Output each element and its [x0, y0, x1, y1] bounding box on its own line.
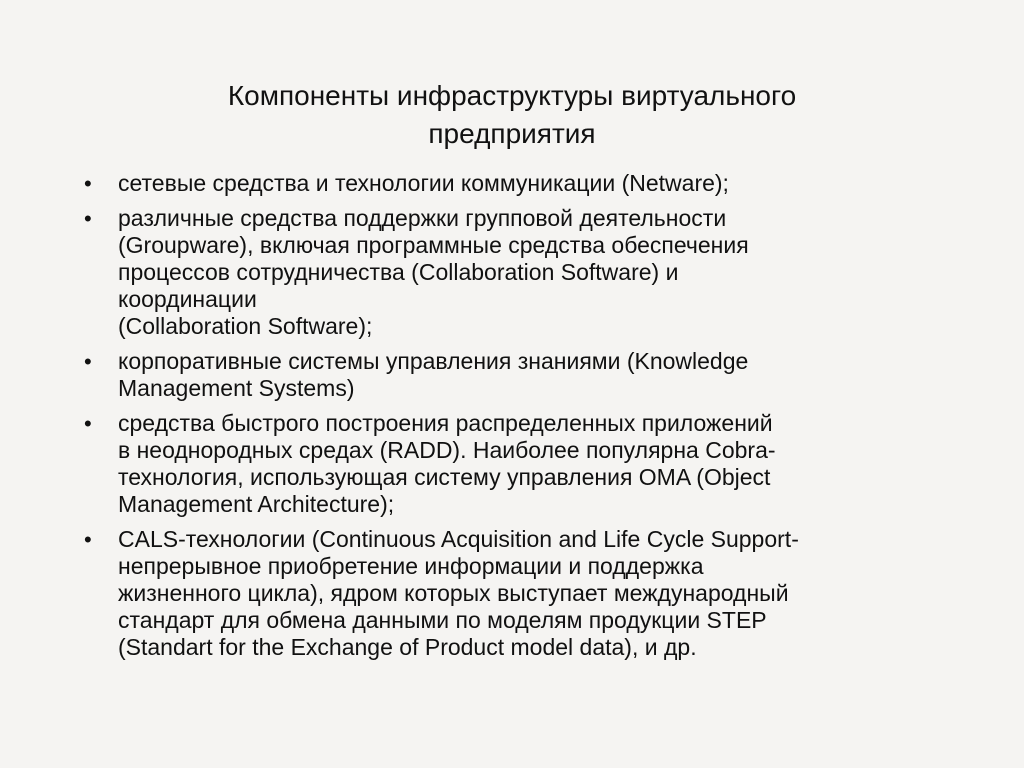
bullet-text-line: средства быстрого построения распределенных приложений	[118, 410, 773, 436]
bullet-text-line: корпоративные системы управления знаниями (Knowledge	[118, 348, 749, 374]
bullet-text-line: технология, использующая систему управления OMA (Object	[118, 464, 771, 490]
bullet-item-netware	[78, 170, 978, 197]
bullet-text-line: процессов сотрудничества (Collaboration Software) и	[118, 259, 679, 285]
bullet-item-cals	[78, 526, 978, 661]
bullet-item-groupware	[78, 205, 978, 340]
bullet-dot-icon: •	[84, 171, 92, 196]
bullet-text-line: CALS-технологии (Continuous Acquisition and Life Cycle Support-	[118, 526, 799, 552]
bullet-list	[78, 170, 978, 669]
bullet-item-radd	[78, 410, 978, 518]
slide-title-line-2: предприятия	[428, 117, 596, 149]
bullet-text-line: Management Systems)	[118, 375, 355, 401]
bullet-text-line: различные средства поддержки групповой деятельности	[118, 205, 727, 231]
bullet-dot-icon: •	[84, 206, 92, 231]
bullet-text-line: непрерывное приобретение информации и поддержка	[118, 553, 704, 579]
bullet-text-line: сетевые средства и технологии коммуникации (Netware);	[118, 170, 729, 196]
bullet-text-line: (Groupware), включая программные средства обеспечения	[118, 232, 749, 258]
bullet-item-knowledge-management	[78, 348, 978, 402]
bullet-text-line: жизненного цикла), ядром которых выступает международный	[118, 580, 789, 606]
bullet-text-line: Management Architecture);	[118, 491, 395, 517]
bullet-text-line: (Collaboration Software);	[118, 313, 373, 339]
slide-title	[120, 77, 904, 153]
bullet-dot-icon: •	[84, 349, 92, 374]
bullet-text-line: стандарт для обмена данными по моделям продукции STEP	[118, 607, 767, 633]
bullet-dot-icon: •	[84, 411, 92, 436]
bullet-text-line: в неоднородных средах (RADD). Наиболее популярна Cobra-	[118, 437, 776, 463]
bullet-text-line: координации	[118, 286, 257, 312]
slide-title-line-1: Компоненты инфраструктуры виртуального	[227, 79, 797, 111]
bullet-text-line: (Standart for the Exchange of Product model data), и др.	[118, 634, 697, 660]
bullet-dot-icon: •	[84, 527, 92, 552]
